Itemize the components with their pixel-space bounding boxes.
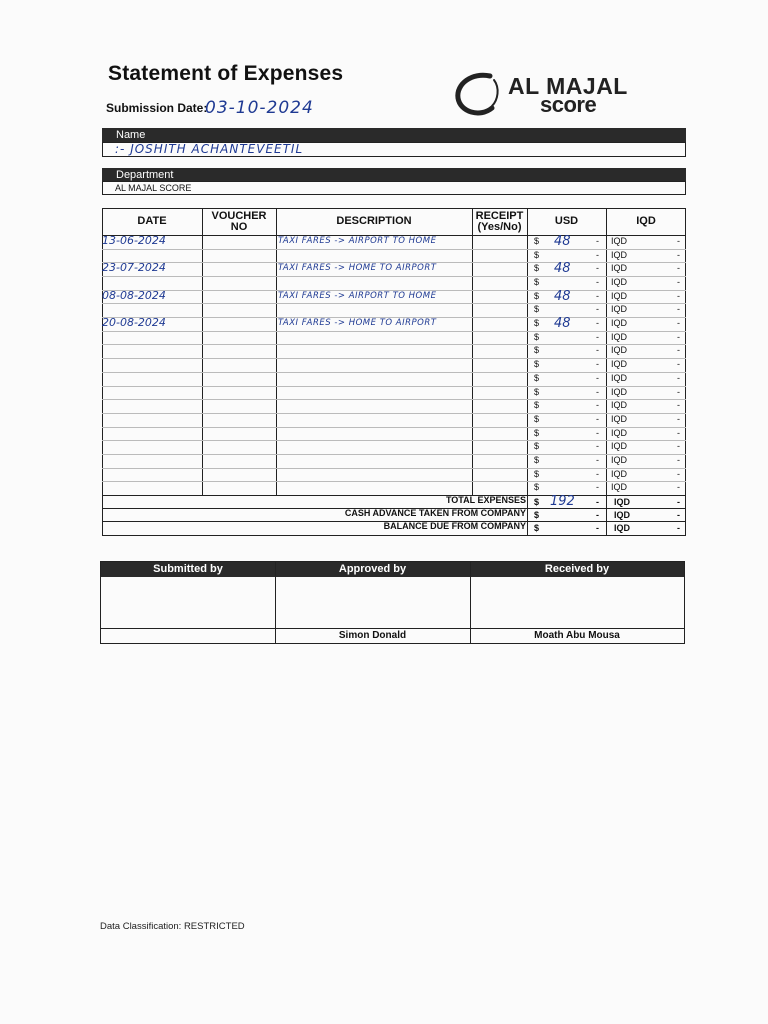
entry-description: TAXI FARES -> HOME TO AIRPORT (278, 263, 437, 273)
usd-symbol: $ (534, 441, 540, 451)
usd-symbol: $ (534, 400, 540, 410)
entry-usd: 48 (554, 234, 571, 249)
logo-text-line1: AL MAJAL (508, 73, 628, 99)
iqd-label: IQD (611, 277, 628, 287)
total-iqd-dash: - (677, 497, 680, 507)
usd-dash: - (596, 332, 599, 342)
iqd-label: IQD (611, 318, 628, 328)
iqd-label: IQD (611, 387, 628, 397)
usd-dash: - (596, 482, 599, 492)
iqd-label: IQD (611, 414, 628, 424)
iqd-label: IQD (611, 441, 628, 451)
usd-symbol: $ (534, 277, 540, 287)
iqd-label: IQD (611, 304, 628, 314)
usd-symbol: $ (534, 332, 540, 342)
total-iqd-label: IQD (614, 510, 631, 520)
usd-dash: - (596, 250, 599, 260)
name-label: Name (102, 128, 686, 142)
total-expenses-usd: 192 (550, 494, 575, 509)
iqd-dash: - (677, 482, 680, 492)
name-value: :- JOSHITH ACHANTEVEETIL (115, 142, 304, 156)
iqd-dash: - (677, 387, 680, 397)
entry-description: TAXI FARES -> AIRPORT TO HOME (278, 236, 437, 246)
col-header-voucher: VOUCHER NO (211, 209, 267, 233)
usd-symbol: $ (534, 318, 540, 328)
total-usd-symbol: $ (534, 510, 540, 520)
iqd-dash: - (677, 414, 680, 424)
usd-dash: - (596, 345, 599, 355)
department-label: Department (102, 168, 686, 182)
total-iqd-dash: - (677, 523, 680, 533)
usd-dash: - (596, 291, 599, 301)
entry-usd: 48 (554, 289, 571, 304)
total-usd-symbol: $ (534, 523, 540, 533)
iqd-label: IQD (611, 250, 628, 260)
page-title: Statement of Expenses (108, 62, 344, 85)
iqd-label: IQD (611, 263, 628, 273)
usd-dash: - (596, 455, 599, 465)
iqd-dash: - (677, 373, 680, 383)
entry-date: 08-08-2024 (102, 289, 166, 302)
iqd-label: IQD (611, 455, 628, 465)
iqd-dash: - (677, 359, 680, 369)
signature-table (100, 561, 685, 644)
column-divider (276, 208, 277, 495)
usd-dash: - (596, 414, 599, 424)
iqd-dash: - (677, 455, 680, 465)
entry-date: 23-07-2024 (102, 261, 166, 274)
total-usd-dash: - (596, 523, 599, 533)
column-divider (472, 208, 473, 495)
entry-date: 13-06-2024 (102, 234, 166, 247)
iqd-dash: - (677, 263, 680, 273)
iqd-dash: - (677, 236, 680, 246)
usd-dash: - (596, 387, 599, 397)
iqd-label: IQD (611, 291, 628, 301)
entry-usd: 48 (554, 261, 571, 276)
iqd-label: IQD (611, 373, 628, 383)
entry-description: TAXI FARES -> HOME TO AIRPORT (278, 318, 437, 328)
usd-symbol: $ (534, 387, 540, 397)
iqd-dash: - (677, 332, 680, 342)
col-header-date: DATE (137, 215, 167, 227)
usd-dash: - (596, 359, 599, 369)
usd-symbol: $ (534, 263, 540, 273)
balance-due-label: BALANCE DUE FROM COMPANY (383, 521, 526, 531)
usd-symbol: $ (534, 291, 540, 301)
iqd-label: IQD (611, 359, 628, 369)
submission-date-value: 03-10-2024 (205, 98, 314, 118)
usd-symbol: $ (534, 455, 540, 465)
usd-dash: - (596, 400, 599, 410)
usd-symbol: $ (534, 345, 540, 355)
usd-symbol: $ (534, 414, 540, 424)
cash-advance-label: CASH ADVANCE TAKEN FROM COMPANY (344, 508, 526, 518)
submission-date-label: Submission Date: (106, 101, 208, 115)
iqd-dash: - (677, 250, 680, 260)
usd-symbol: $ (534, 428, 540, 438)
usd-symbol: $ (534, 359, 540, 369)
iqd-label: IQD (611, 400, 628, 410)
approved-by-name: Simon Donald (338, 630, 407, 641)
iqd-dash: - (677, 400, 680, 410)
col-header-usd: USD (554, 215, 579, 227)
usd-dash: - (596, 263, 599, 273)
column-divider (202, 208, 203, 495)
usd-dash: - (596, 469, 599, 479)
received-by-header: Received by (470, 562, 684, 577)
entry-date: 20-08-2024 (102, 316, 166, 329)
usd-symbol: $ (534, 236, 540, 246)
total-iqd-label: IQD (614, 523, 631, 533)
company-logo (452, 70, 652, 120)
col-header-description: DESCRIPTION (336, 215, 412, 227)
name-field (102, 142, 686, 157)
iqd-dash: - (677, 304, 680, 314)
approved-by-header: Approved by (275, 562, 470, 577)
usd-dash: - (596, 318, 599, 328)
submitted-by-header: Submitted by (101, 562, 275, 577)
iqd-dash: - (677, 291, 680, 301)
usd-dash: - (596, 236, 599, 246)
usd-symbol: $ (534, 304, 540, 314)
usd-dash: - (596, 304, 599, 314)
iqd-label: IQD (611, 345, 628, 355)
iqd-label: IQD (611, 332, 628, 342)
usd-symbol: $ (534, 250, 540, 260)
usd-symbol: $ (534, 373, 540, 383)
total-iqd-dash: - (677, 510, 680, 520)
total-expenses-label: TOTAL EXPENSES (445, 495, 526, 505)
total-usd-dash: - (596, 510, 599, 520)
iqd-dash: - (677, 277, 680, 287)
usd-symbol: $ (534, 482, 540, 492)
usd-dash: - (596, 428, 599, 438)
iqd-dash: - (677, 469, 680, 479)
iqd-label: IQD (611, 428, 628, 438)
entry-description: TAXI FARES -> AIRPORT TO HOME (278, 291, 437, 301)
department-field: AL MAJAL SCORE (102, 181, 686, 195)
col-header-receipt: RECEIPT (Yes/No) (475, 209, 524, 233)
total-iqd-label: IQD (614, 497, 631, 507)
col-header-iqd: IQD (636, 215, 656, 227)
iqd-label: IQD (611, 236, 628, 246)
iqd-label: IQD (611, 482, 628, 492)
submitted-by-name (101, 629, 275, 643)
iqd-dash: - (677, 345, 680, 355)
entry-usd: 48 (554, 316, 571, 331)
iqd-label: IQD (611, 469, 628, 479)
total-usd-dash: - (596, 497, 599, 507)
usd-dash: - (596, 441, 599, 451)
data-classification: Data Classification: RESTRICTED (100, 921, 245, 932)
iqd-dash: - (677, 318, 680, 328)
totals-line (102, 495, 686, 496)
usd-dash: - (596, 277, 599, 287)
usd-dash: - (596, 373, 599, 383)
expense-table (102, 208, 686, 536)
usd-symbol: $ (534, 469, 540, 479)
iqd-dash: - (677, 441, 680, 451)
iqd-dash: - (677, 428, 680, 438)
logo-swirl-icon (452, 70, 508, 120)
total-usd-symbol: $ (534, 497, 540, 507)
logo-text-line2: score (540, 92, 597, 117)
received-by-name: Moath Abu Mousa (534, 630, 620, 641)
